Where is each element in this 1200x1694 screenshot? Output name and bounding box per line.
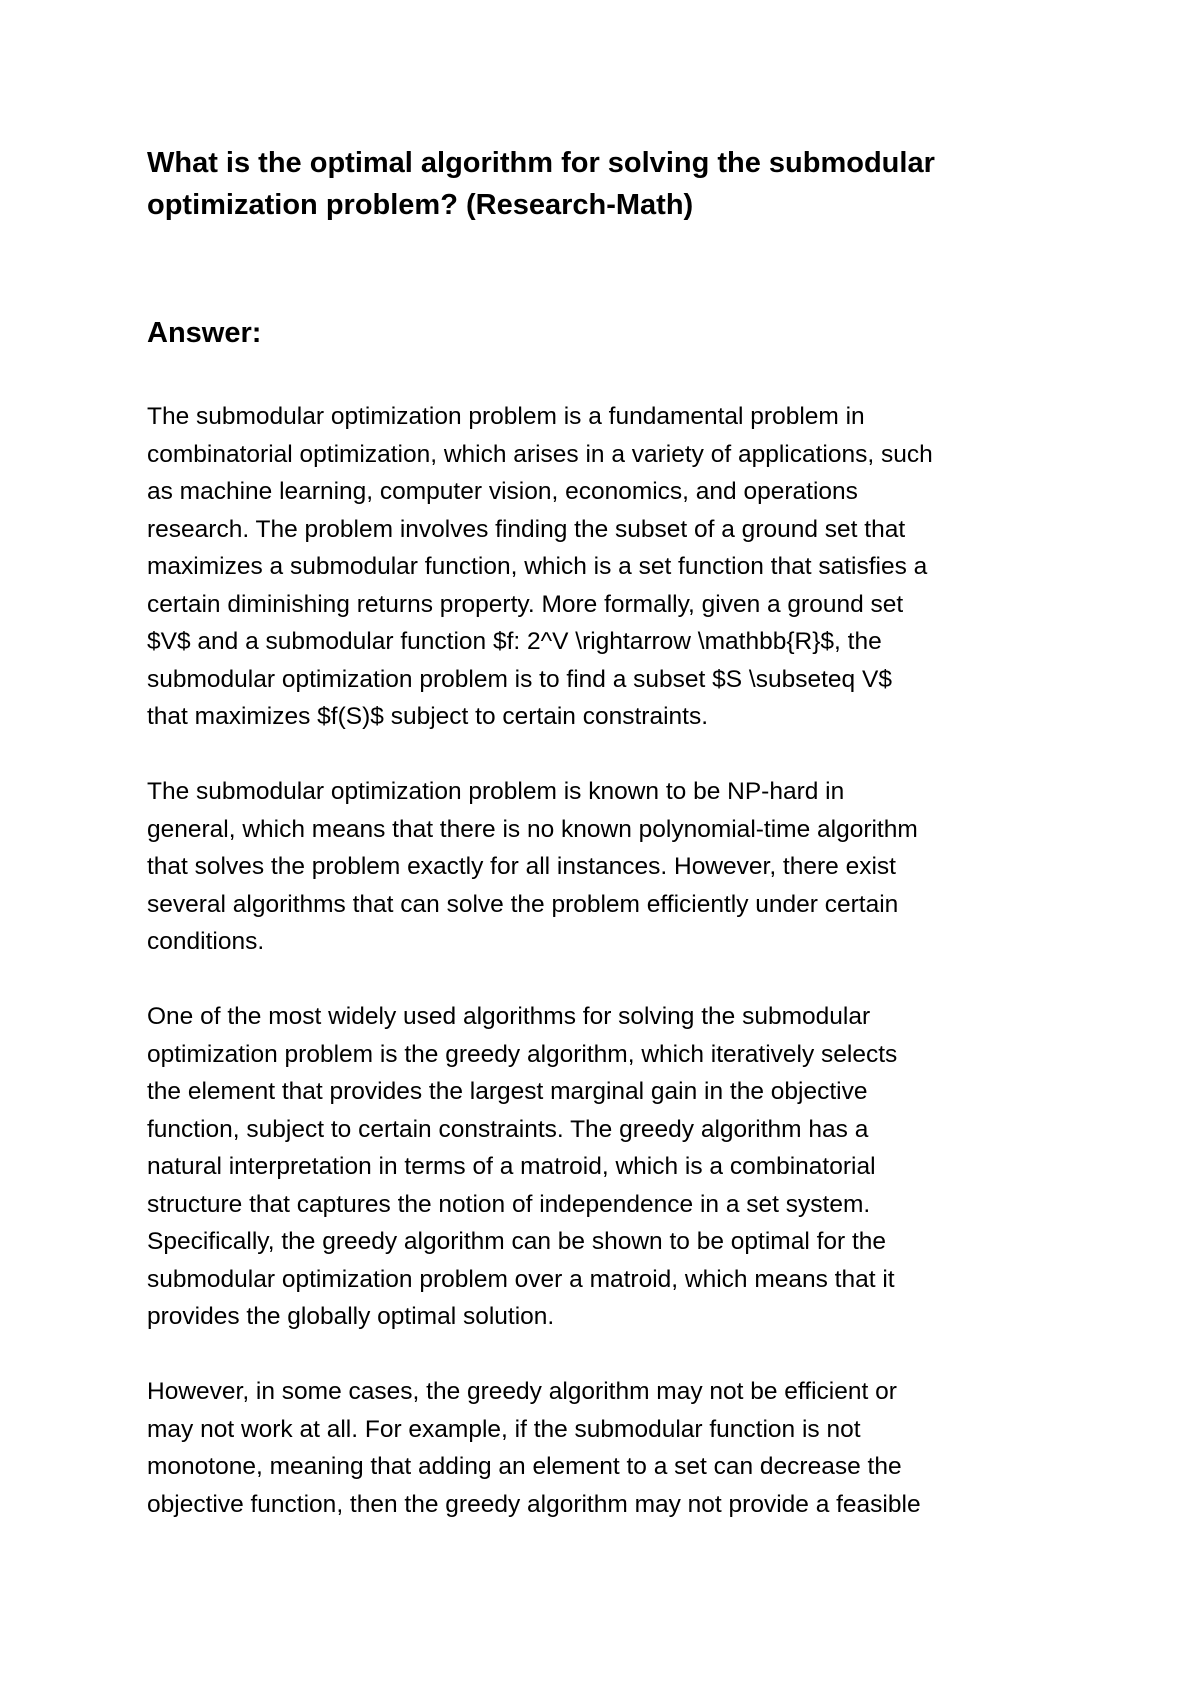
text-line: One of the most widely used algorithms for solving the submodular <box>147 1003 871 1030</box>
text-line: that solves the problem exactly for all instances. However, there exist <box>147 853 896 880</box>
text-line: submodular optimization problem over a matroid, which means that it <box>147 1265 895 1293</box>
page-title <box>147 142 1067 226</box>
paragraph-1 <box>147 398 1067 736</box>
text-line: $V$ and a submodular function $f: 2^V \rightarrow \mathbb{R}$, the <box>147 628 882 655</box>
text-line: that maximizes $f(S)$ subject to certain constraints. <box>147 703 708 730</box>
text-line: as machine learning, computer vision, economics, and operations <box>147 478 858 505</box>
paragraph-4 <box>147 1373 1067 1523</box>
text-line: The submodular optimization problem is known to be NP-hard in <box>147 778 845 805</box>
title-line: What is the optimal algorithm for solving the submodular <box>147 147 935 179</box>
text-line: may not work at all. For example, if the submodular function is not <box>147 1415 861 1443</box>
text-line: The submodular optimization problem is a fundamental problem in <box>147 403 865 430</box>
answer-heading: Answer: <box>147 317 262 349</box>
text-line: objective function, then the greedy algorithm may not provide a feasible <box>147 1490 921 1518</box>
paragraph-3 <box>147 998 1067 1336</box>
paragraph-2 <box>147 773 1067 961</box>
text-line: combinatorial optimization, which arises in a variety of applications, such <box>147 440 933 468</box>
text-line: certain diminishing returns property. More formally, given a ground set <box>147 590 904 618</box>
text-line: the element that provides the largest marginal gain in the objective <box>147 1078 868 1105</box>
text-line: several algorithms that can solve the problem efficiently under certain <box>147 890 899 918</box>
text-line: function, subject to certain constraints. The greedy algorithm has a <box>147 1115 869 1143</box>
document-page <box>147 142 1067 1523</box>
text-line: monotone, meaning that adding an element to a set can decrease the <box>147 1453 902 1480</box>
text-line: research. The problem involves finding the subset of a ground set that <box>147 515 906 543</box>
text-line: general, which means that there is no known polynomial-time algorithm <box>147 815 918 843</box>
text-line: maximizes a submodular function, which is a set function that satisfies a <box>147 553 928 580</box>
text-line: Specifically, the greedy algorithm can be shown to be optimal for the <box>147 1228 887 1255</box>
text-line: conditions. <box>147 928 265 955</box>
text-line: structure that captures the notion of independence in a set system. <box>147 1190 871 1218</box>
text-line: provides the globally optimal solution. <box>147 1303 555 1330</box>
text-line: However, in some cases, the greedy algorithm may not be efficient or <box>147 1378 897 1405</box>
title-line: optimization problem? (Research-Math) <box>147 189 694 221</box>
text-line: natural interpretation in terms of a matroid, which is a combinatorial <box>147 1153 876 1180</box>
text-line: submodular optimization problem is to find a subset $S \subseteq V$ <box>147 665 892 693</box>
text-line: optimization problem is the greedy algorithm, which iteratively selects <box>147 1040 898 1068</box>
